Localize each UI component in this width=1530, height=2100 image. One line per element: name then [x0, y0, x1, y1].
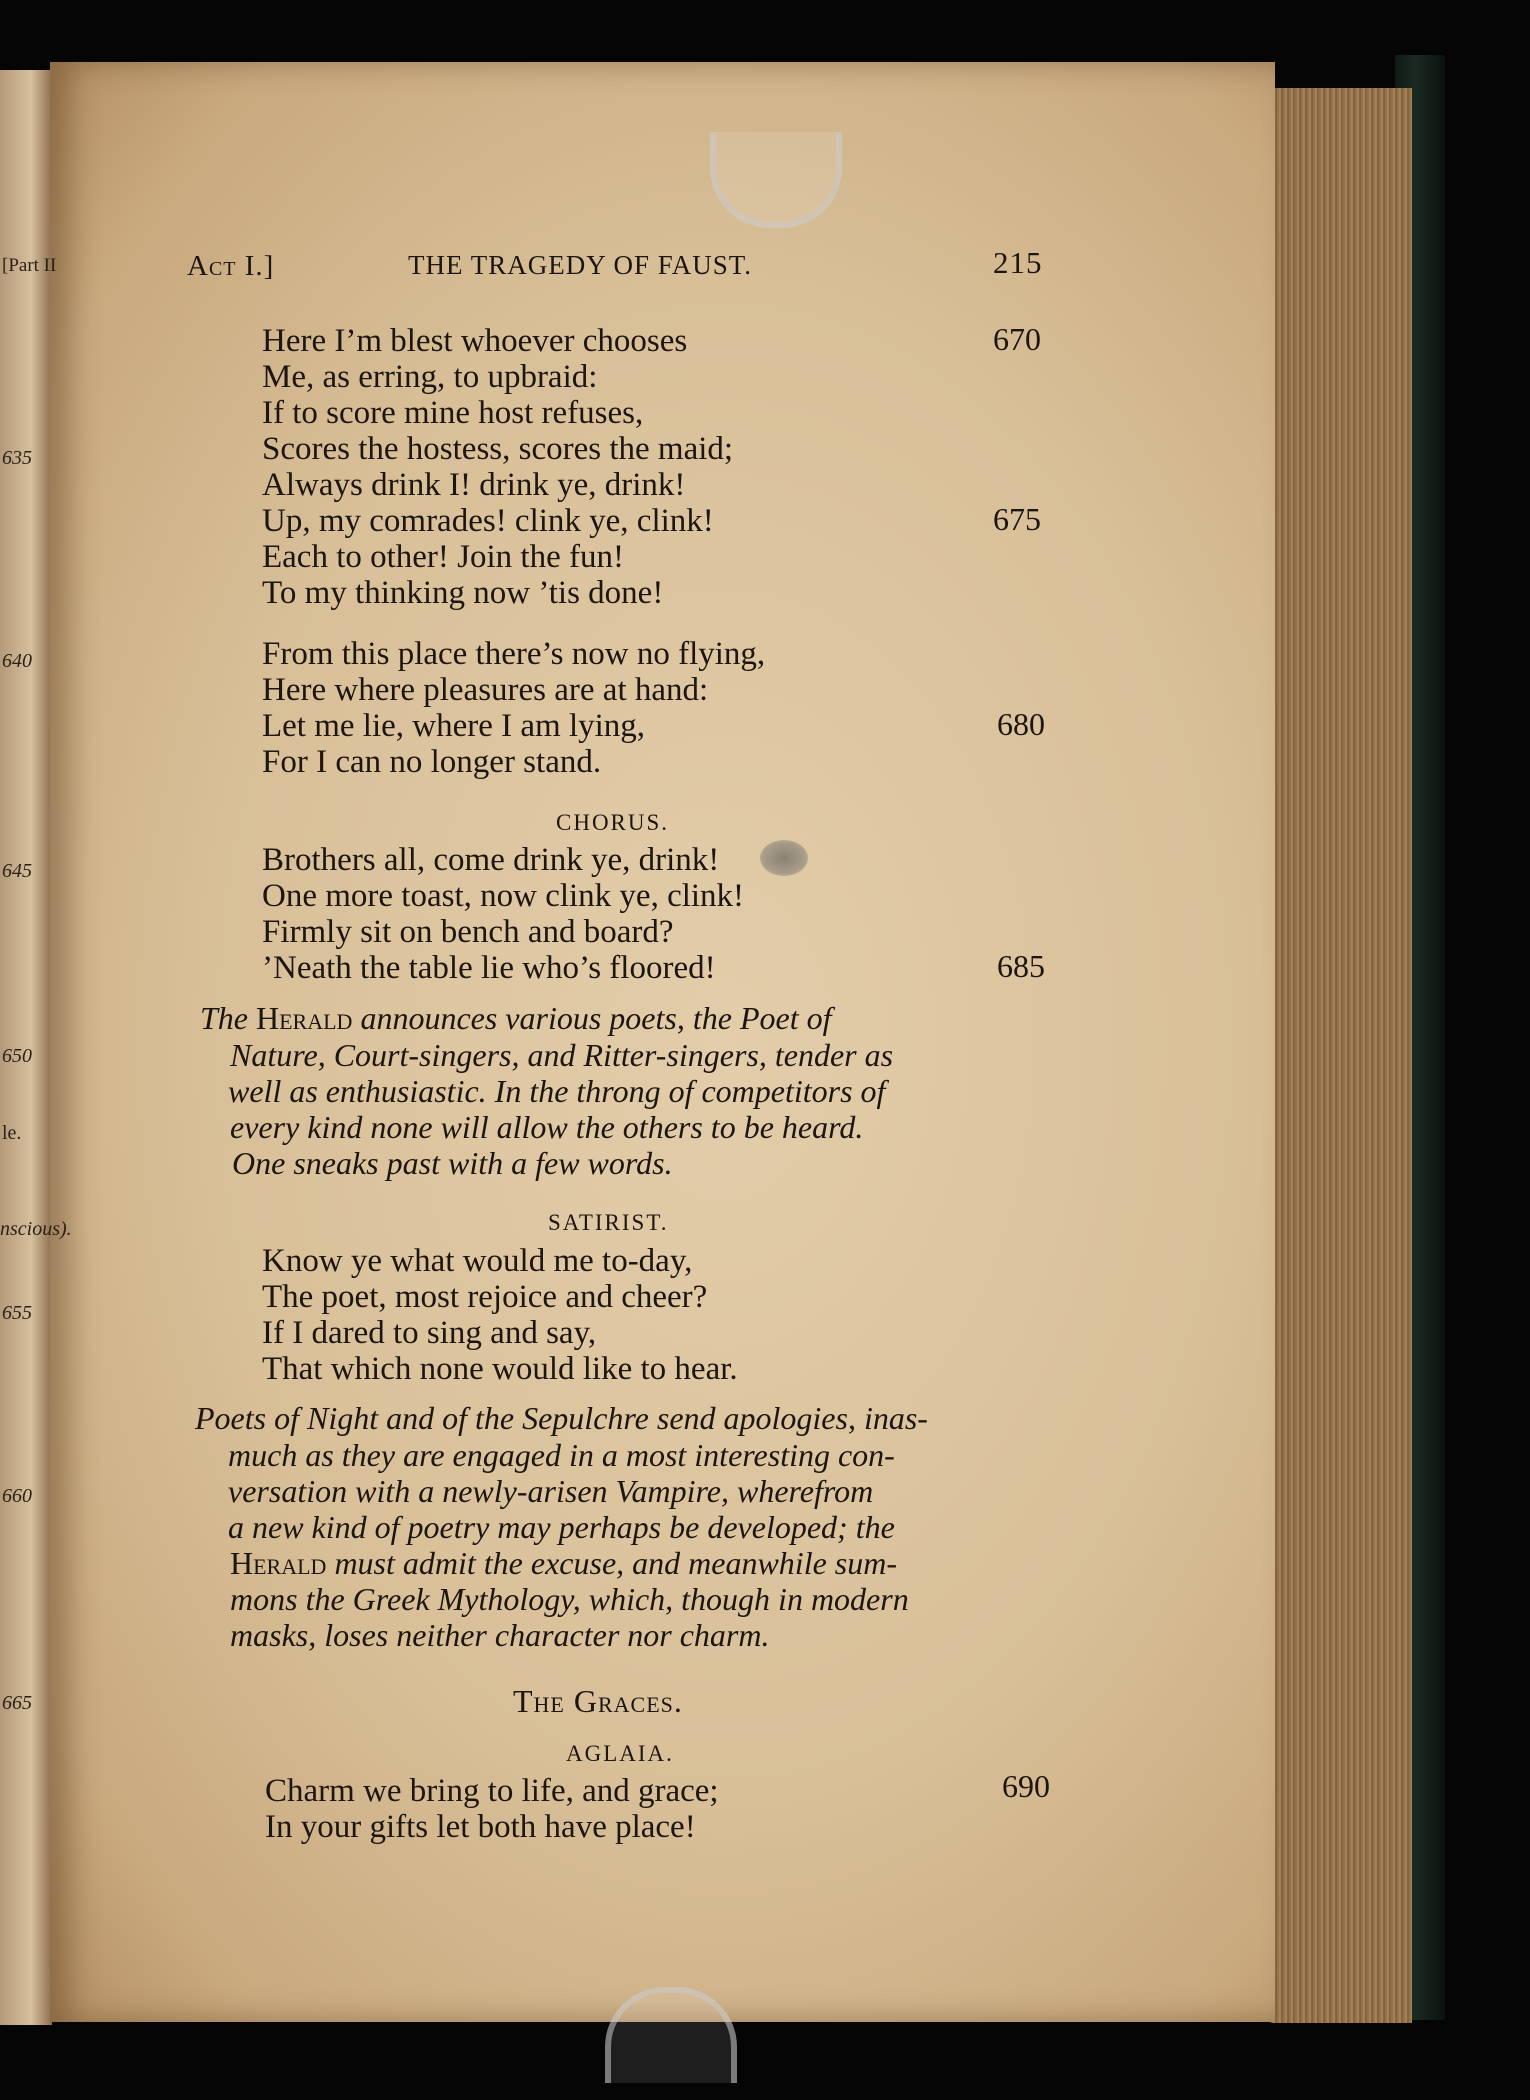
- page-block-edge: [1270, 88, 1412, 2023]
- line-number: 675: [993, 501, 1041, 537]
- margin-number: 635: [2, 447, 32, 469]
- verse-line: If I dared to sing and say,: [262, 1315, 597, 1351]
- stage-direction-line: a new kind of poetry may perhaps be developed; the: [228, 1509, 895, 1545]
- herald-name: Herald: [230, 1545, 327, 1581]
- section-heading: The Graces.: [513, 1683, 683, 1719]
- stage-direction-line: One sneaks past with a few words.: [232, 1145, 673, 1181]
- verse-line: The poet, most rejoice and cheer?: [262, 1279, 708, 1315]
- stage-direction-line: versation with a newly-arisen Vampire, wherefrom: [228, 1473, 874, 1509]
- paper-stain: [760, 840, 808, 876]
- speaker-label: SATIRIST.: [548, 1210, 669, 1235]
- margin-number: 655: [2, 1302, 32, 1324]
- running-header-title: THE TRAGEDY OF FAUST.: [408, 250, 753, 280]
- margin-number: 640: [2, 650, 32, 672]
- verse-line: Each to other! Join the fun!: [262, 539, 624, 575]
- margin-number: 650: [2, 1045, 32, 1067]
- verse-line: Firmly sit on bench and board?: [262, 914, 674, 950]
- verse-line: Here where pleasures are at hand:: [262, 672, 709, 708]
- stage-direction-text: must admit the excuse, and meanwhile sum-: [334, 1545, 897, 1581]
- verse-line: From this place there’s now no flying,: [262, 636, 766, 672]
- stage-direction-line: masks, loses neither character nor charm.: [230, 1617, 770, 1653]
- stage-direction-line: well as enthusiastic. In the throng of competitors of: [228, 1073, 886, 1109]
- verse-line: Charm we bring to life, and grace;: [265, 1773, 719, 1809]
- verse-line: In your gifts let both have place!: [265, 1809, 696, 1845]
- verse-line: Know ye what would me to-day,: [262, 1243, 693, 1279]
- verse-line: To my thinking now ’tis done!: [262, 575, 664, 611]
- margin-number: 665: [2, 1692, 32, 1714]
- verse-line: Scores the hostess, scores the maid;: [262, 431, 734, 467]
- line-number: 690: [1002, 1768, 1050, 1804]
- page-number: 215: [993, 245, 1043, 280]
- stage-direction-line: every kind none will allow the others to be heard.: [230, 1109, 864, 1145]
- stage-direction-line: [200, 1000, 831, 1037]
- verse-line: That which none would like to hear.: [262, 1351, 738, 1387]
- verse-line: If to score mine host refuses,: [262, 395, 644, 431]
- stage-direction-line: [230, 1545, 897, 1582]
- verse-line: Me, as erring, to upbraid:: [262, 359, 598, 395]
- verse-line: Up, my comrades! clink ye, clink!: [262, 503, 714, 539]
- verse-line: Brothers all, come drink ye, drink!: [262, 842, 720, 878]
- page-clip-top: [710, 132, 842, 228]
- line-number: 685: [997, 948, 1045, 984]
- verse-line: Let me lie, where I am lying,: [262, 708, 646, 744]
- speaker-label: AGLAIA.: [566, 1741, 674, 1766]
- herald-name: Herald: [256, 1000, 353, 1036]
- verse-line: One more toast, now clink ye, clink!: [262, 878, 745, 914]
- margin-fragment: nscious).: [0, 1218, 72, 1240]
- stage-direction-line: Poets of Night and of the Sepulchre send apologies, inas-: [195, 1400, 928, 1436]
- line-number: 680: [997, 706, 1045, 742]
- stage-direction-line: mons the Greek Mythology, which, though in modern: [230, 1581, 909, 1617]
- stage-direction-line: Nature, Court-singers, and Ritter-singers, tender as: [230, 1037, 894, 1073]
- margin-part-label: [Part II: [2, 255, 57, 276]
- margin-number: 660: [2, 1485, 32, 1507]
- stage-direction-line: much as they are engaged in a most interesting con-: [228, 1437, 895, 1473]
- verse-line: ’Neath the table lie who’s floored!: [262, 950, 716, 986]
- running-header-act: Act I.]: [187, 250, 275, 282]
- line-number: 670: [993, 321, 1041, 357]
- verse-line: For I can no longer stand.: [262, 744, 602, 780]
- margin-fragment: le.: [2, 1122, 22, 1144]
- stage-direction-text: announces various poets, the Poet of: [360, 1000, 832, 1036]
- stage-direction-text: The: [200, 1000, 248, 1036]
- verse-line: Here I’m blest whoever chooses: [262, 323, 688, 359]
- speaker-label: CHORUS.: [556, 810, 670, 835]
- margin-number: 645: [2, 860, 32, 882]
- page-clip-bottom: [605, 1987, 737, 2083]
- verse-line: Always drink I! drink ye, drink!: [262, 467, 686, 503]
